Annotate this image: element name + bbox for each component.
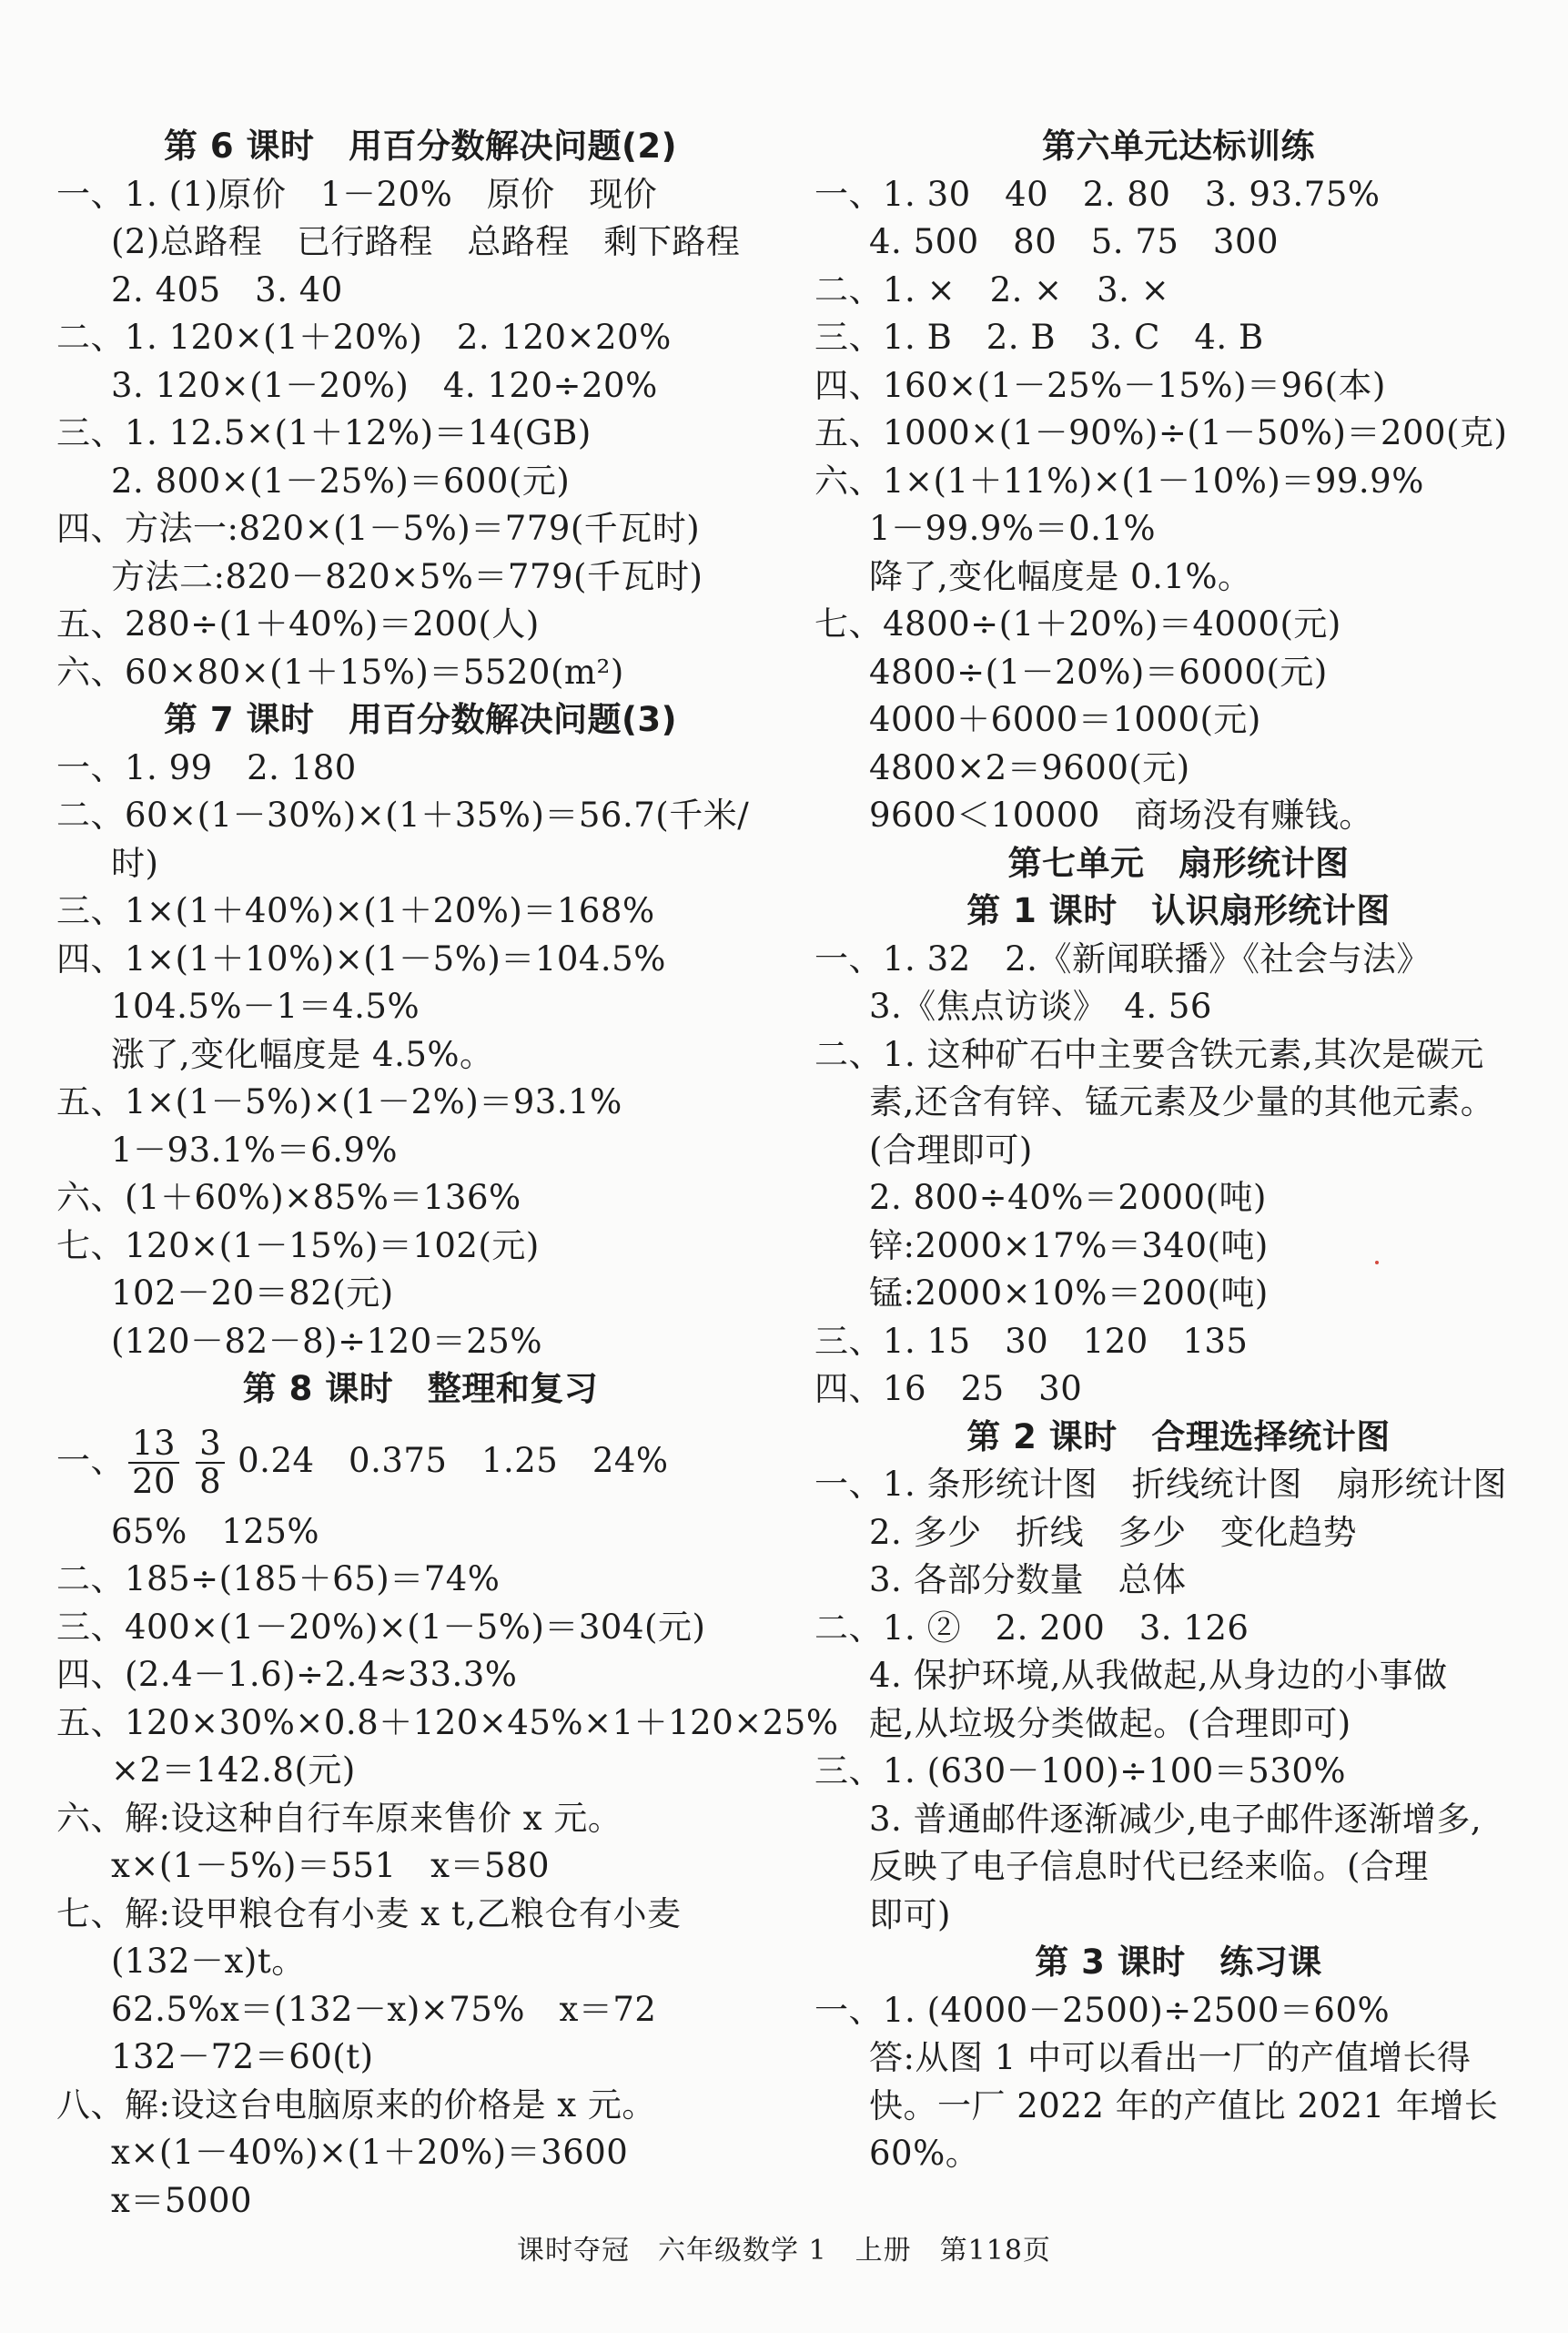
answer-line: 一、1. (4000－2500)÷2500＝60% — [814, 1990, 1391, 2030]
answer-line: 4800×2＝9600(元) — [869, 747, 1190, 787]
section-heading: 第 2 课时 合理选择统计图 — [966, 1416, 1391, 1456]
fraction-numerator: 3 — [196, 1425, 225, 1464]
answer-line: 二、1. 120×(1＋20%) 2. 120×20% — [56, 318, 672, 357]
answer-line: 3. 120×(1－20%) 4. 120÷20% — [111, 365, 658, 405]
answer-line: 二、60×(1－30%)×(1＋35%)＝56.7(千米/ — [56, 796, 750, 835]
answer-line: 四、160×(1－25%－15%)＝96(本) — [814, 365, 1386, 405]
answer-line: 降了,变化幅度是 0.1%。 — [869, 556, 1252, 596]
fraction — [196, 1425, 225, 1500]
red-speck — [1375, 1261, 1379, 1264]
answer-line: (合理即可) — [869, 1130, 1033, 1170]
answer-line: 四、16 25 30 — [814, 1369, 1083, 1408]
answer-line: 一、1. 99 2. 180 — [56, 747, 357, 787]
section-heading: 第 8 课时 整理和复习 — [242, 1369, 599, 1408]
answer-line: 快。一厂 2022 年的产值比 2021 年增长 — [869, 2085, 1499, 2125]
answer-line: x×(1－5%)＝551 x＝580 — [111, 1846, 551, 1885]
answer-line: 4. 保护环境,从我做起,从身边的小事做 — [869, 1656, 1448, 1695]
answer-line: (132－x)t。 — [111, 1942, 306, 1981]
answer-line: 五、1×(1－5%)×(1－2%)＝93.1% — [56, 1082, 622, 1121]
answer-line: 一、1. 32 2.《新闻联播》《社会与法》 — [814, 938, 1431, 979]
answer-line: 三、1. 15 30 120 135 — [814, 1321, 1249, 1361]
answer-line: (2)总路程 已行路程 总路程 剩下路程 — [111, 222, 741, 261]
answer-line: 三、1×(1＋40%)×(1＋20%)＝168% — [56, 891, 655, 930]
right-column — [814, 123, 1543, 2178]
answer-line: 2. 多少 折线 多少 变化趋势 — [869, 1512, 1358, 1552]
fraction-denominator: 20 — [132, 1462, 177, 1501]
answer-line: 9600＜10000 商场没有赚钱。 — [869, 796, 1373, 835]
answer-line: 一、1. (1)原价 1－20% 原价 现价 — [56, 174, 658, 214]
answer-line: 答:从图 1 中可以看出一厂的产值增长得 — [869, 2038, 1472, 2077]
answer-line: 七、4800÷(1＋20%)＝4000(元) — [814, 604, 1341, 644]
answer-line: 素,还含有锌、锰元素及少量的其他元素。 — [869, 1082, 1495, 1121]
answer-text: 0.24 0.375 1.25 24% — [238, 1440, 669, 1480]
answer-line: 102－20＝82(元) — [111, 1273, 394, 1313]
section-heading: 第 3 课时 练习课 — [1035, 1942, 1322, 1982]
answer-line: 七、120×(1－15%)＝102(元) — [56, 1225, 540, 1265]
answer-line: 五、280÷(1＋40%)＝200(人) — [56, 604, 540, 644]
section-heading: 第 7 课时 用百分数解决问题(3) — [163, 700, 678, 739]
page-footer: 课时夺冠 六年级数学 1 上册 第118页 — [517, 2235, 1051, 2267]
answer-line: 八、解:设这台电脑原来的价格是 x 元。 — [56, 2084, 656, 2125]
answer-line: 四、(2.4－1.6)÷2.4≈33.3% — [56, 1655, 518, 1694]
answer-line: 时) — [111, 843, 159, 883]
answer-line: 二、1. × 2. × 3. × — [814, 269, 1170, 309]
fraction-denominator: 8 — [199, 1462, 222, 1501]
answer-line: 4. 500 80 5. 75 300 — [869, 222, 1280, 261]
answer-line: 六、60×80×(1＋15%)＝5520(m²) — [56, 652, 624, 692]
answer-line: 三、1. B 2. B 3. C 4. B — [814, 318, 1264, 357]
answer-line: (120－82－8)÷120＝25% — [111, 1321, 542, 1361]
answer-line: 五、120×30%×0.8＋120×45%×1＋120×25% — [56, 1702, 839, 1742]
answer-line: 反映了电子信息时代已经来临。(合理 — [869, 1847, 1429, 1886]
answer-line: 一、1. 30 40 2. 80 3. 93.75% — [814, 174, 1381, 214]
answer-line: 3.《焦点访谈》 4. 56 — [869, 987, 1212, 1026]
answer-line: 二、1. ② 2. 200 3. 126 — [814, 1608, 1249, 1648]
answer-line: 2. 405 3. 40 — [111, 269, 343, 309]
answer-line: 4000＋6000＝1000(元) — [869, 700, 1261, 739]
answer-line: 三、1. 12.5×(1＋12%)＝14(GB) — [56, 413, 592, 452]
answer-line: 方法二:820－820×5%＝779(千瓦时) — [111, 556, 703, 596]
answer-line: 3. 各部分数量 总体 — [869, 1560, 1187, 1599]
answer-line: 65% 125% — [111, 1511, 320, 1551]
answer-line: 六、解:设这种自行车原来售价 x 元。 — [56, 1798, 622, 1838]
answer-line: 62.5%x＝(132－x)×75% x＝72 — [111, 1989, 657, 2029]
answer-line: 60%。 — [869, 2134, 980, 2173]
answer-line: 涨了,变化幅度是 4.5%。 — [111, 1034, 494, 1074]
answer-line: 四、方法一:820×(1－5%)＝779(千瓦时) — [56, 509, 701, 548]
answer-line: 4800÷(1－20%)＝6000(元) — [869, 652, 1328, 692]
answer-line: 2. 800÷40%＝2000(吨) — [869, 1178, 1267, 1217]
answer-line: 七、解:设甲粮仓有小麦 x t,乙粮仓有小麦 — [56, 1893, 682, 1933]
answer-line: 起,从垃圾分类做起。(合理即可) — [869, 1703, 1351, 1743]
section-heading: 第六单元达标训练 — [1042, 127, 1315, 166]
answer-line: 132－72＝60(t) — [111, 2037, 374, 2076]
answer-line: 二、1. 这种矿石中主要含铁元素,其次是碳元 — [814, 1034, 1484, 1074]
section-heading: 第七单元 扇形统计图 — [1007, 843, 1350, 883]
answer-line: x＝5000 — [111, 2180, 253, 2220]
section-heading: 第 1 课时 认识扇形统计图 — [966, 891, 1391, 930]
answer-line-fractions — [56, 1414, 784, 1508]
answer-line: 3. 普通邮件逐渐减少,电子邮件逐渐增多, — [869, 1799, 1482, 1839]
answer-line: 三、400×(1－20%)×(1－5%)＝304(元) — [56, 1607, 706, 1647]
answer-line: 三、1. (630－100)÷100＝530% — [814, 1751, 1347, 1790]
answer-line: 五、1000×(1－90%)÷(1－50%)＝200(克) — [814, 413, 1508, 452]
answer-line: 1－93.1%＝6.9% — [111, 1130, 399, 1170]
answer-line: 锌:2000×17%＝340(吨) — [869, 1225, 1269, 1265]
answer-line: 锰:2000×10%＝200(吨) — [869, 1273, 1269, 1313]
question-number: 一、 — [56, 1440, 125, 1480]
answer-line: 二、185÷(185＋65)＝74% — [56, 1559, 501, 1598]
answer-line: x×(1－40%)×(1＋20%)＝3600 — [111, 2133, 629, 2172]
answer-line: 1－99.9%＝0.1% — [869, 509, 1157, 548]
answer-line: 四、1×(1＋10%)×(1－5%)＝104.5% — [56, 938, 666, 979]
answer-line: 即可) — [869, 1894, 951, 1934]
answer-line: 六、(1＋60%)×85%＝136% — [56, 1178, 521, 1217]
answer-line: ×2＝142.8(元) — [111, 1750, 356, 1790]
fraction-numerator: 13 — [128, 1425, 179, 1464]
answer-line: 六、1×(1＋11%)×(1－10%)＝99.9% — [814, 461, 1424, 501]
section-heading: 第 6 课时 用百分数解决问题(2) — [163, 127, 678, 166]
answer-line: 2. 800×(1－25%)＝600(元) — [111, 461, 571, 501]
fraction — [128, 1425, 179, 1500]
answer-line: 104.5%－1＝4.5% — [111, 987, 420, 1026]
left-column — [56, 123, 839, 2225]
answer-line: 一、1. 条形统计图 折线统计图 扇形统计图 — [814, 1465, 1508, 1504]
